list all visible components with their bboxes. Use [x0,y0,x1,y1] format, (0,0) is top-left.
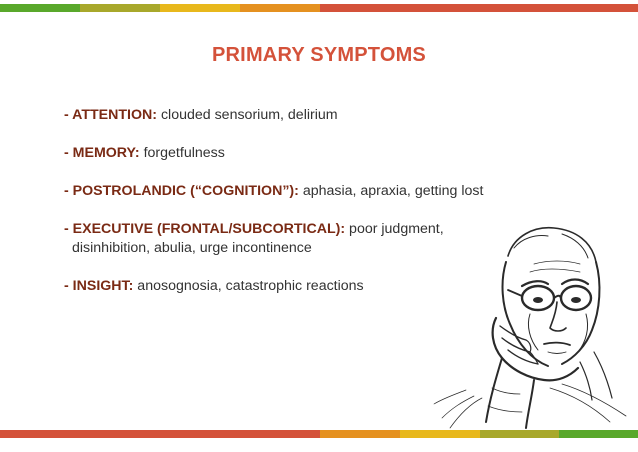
stripe-segment [320,430,400,438]
pensive-man-sketch-icon [430,218,638,430]
symptom-label: - MEMORY: [64,145,140,161]
symptom-label: - EXECUTIVE (FRONTAL/SUBCORTICAL): [64,221,346,237]
stripe-segment [240,4,320,12]
symptom-text: clouded sensorium, delirium [157,107,338,123]
stripe-segment [559,430,638,438]
symptom-text: aphasia, apraxia, getting lost [298,183,484,199]
symptom-label: - INSIGHT: [64,278,134,294]
symptom-text: poor judgment, [345,221,444,237]
stripe-segment [0,4,80,12]
symptom-attention [64,106,534,125]
symptom-label: - ATTENTION: [64,107,157,123]
symptom-text: anosognosia, catastrophic reactions [133,278,364,294]
symptom-text: forgetfulness [139,145,225,161]
stripe-segment [80,4,160,12]
bottom-color-stripe [0,430,638,438]
stripe-segment [0,430,320,438]
symptom-text-continuation: disinhibition, abulia, urge incontinence [72,240,312,256]
symptom-memory [64,144,534,163]
stripe-segment [400,430,480,438]
stripe-segment [480,430,559,438]
top-color-stripe [0,4,638,12]
stripe-segment [320,4,638,12]
stripe-segment [160,4,240,12]
slide-title: PRIMARY SYMPTOMS [212,44,426,66]
symptom-label: - POSTROLANDIC (“COGNITION”): [64,183,299,199]
symptom-postrolandic [64,182,534,201]
